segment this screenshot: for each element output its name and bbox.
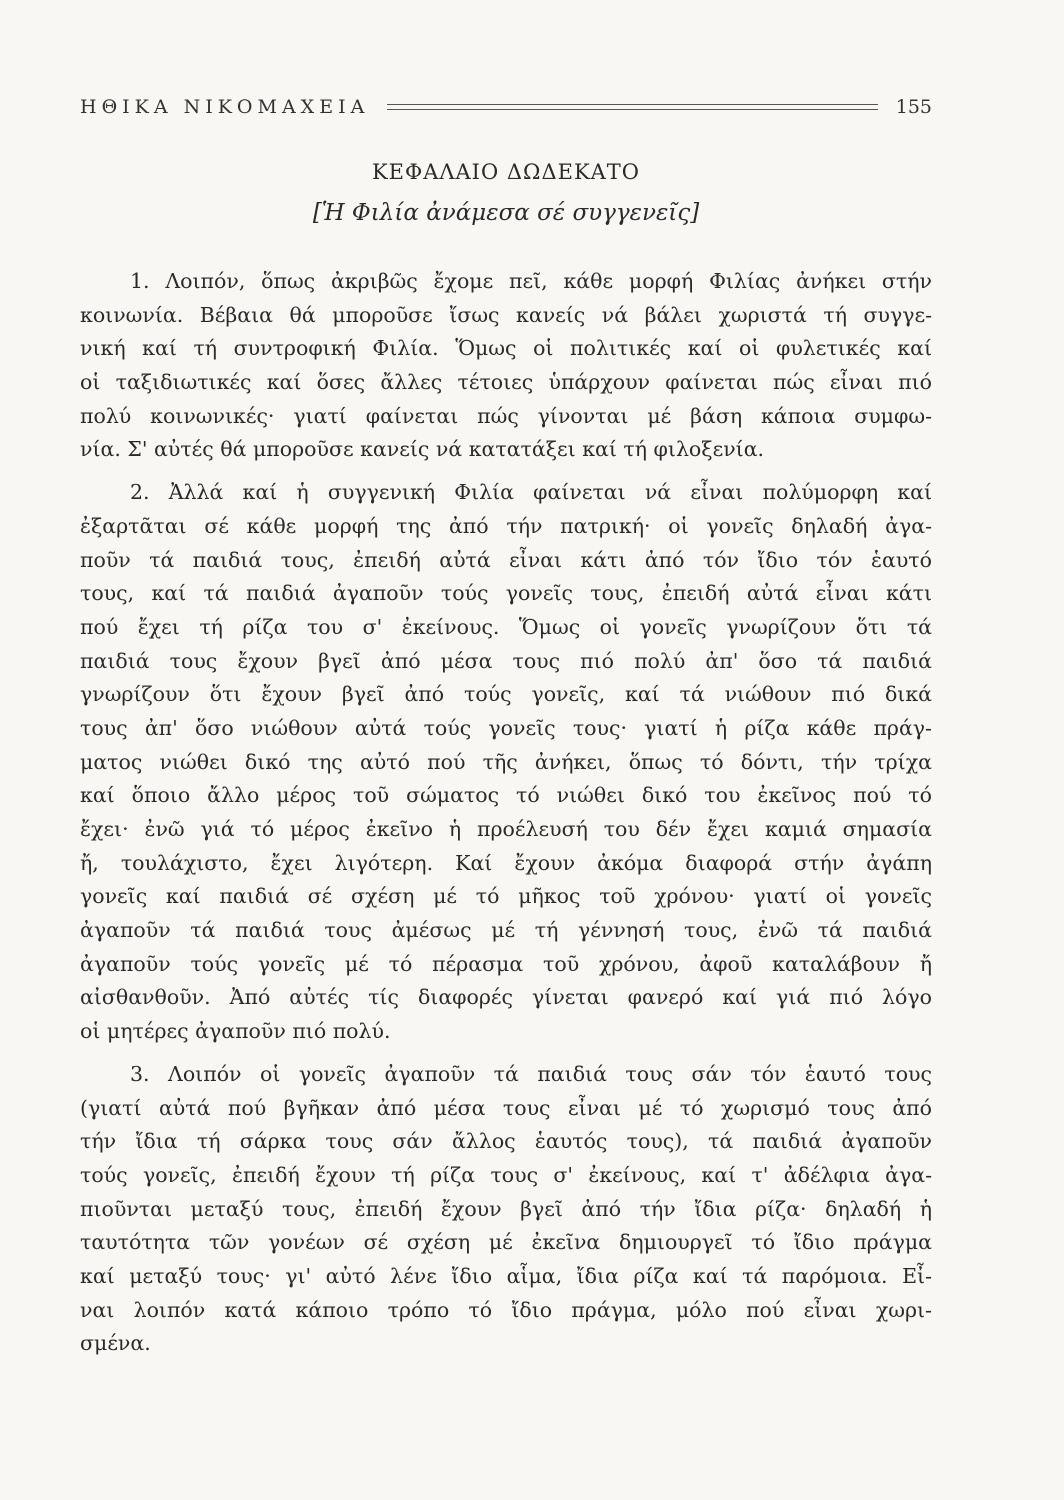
text-line: πού ἔχει τή ρίζα του σ' ἐκείνους. Ὅμως οἱ γονεῖς γνωρίζουν ὅτι τά <box>80 614 932 639</box>
text-line: ταυτότητα τῶν γονέων σέ σχέση μέ ἐκεῖνα δημιουργεῖ τό ἴδιο πράγμα <box>80 1230 932 1255</box>
page-number: 155 <box>895 96 932 118</box>
text-line: τήν ἴδια τή σάρκα τους σάν ἄλλος ἑαυτός τους), τά παιδιά ἀγαποῦν <box>80 1129 932 1154</box>
text-line: παιδιά τους ἔχουν βγεῖ ἀπό μέσα τους πιό πολύ ἀπ' ὅσο τά παιδιά <box>80 648 932 673</box>
paragraph-1 <box>80 265 932 467</box>
text-line: ἔχει· ἐνῶ γιά τό μέρος ἐκεῖνο ἡ προέλευσή του δέν ἔχει καμιά σημασία <box>80 817 932 841</box>
text-line: τούς γονεῖς, ἐπειδή ἔχουν τή ρίζα τους σ' ἐκείνους, καί τ' ἀδέλφια ἀγα- <box>80 1162 932 1187</box>
text-line: ἀγαποῦν τούς γονεῖς μέ τό πέρασμα τοῦ χρόνου, ἀφοῦ καταλάβουν ἤ <box>80 951 932 976</box>
text-line: ἐξαρτᾶται σέ κάθε μορφή της ἀπό τήν πατρική· οἱ γονεῖς δηλαδή ἀγα- <box>80 513 932 538</box>
text-line: γονεῖς καί παιδιά σέ σχέση μέ τό μῆκος τοῦ χρόνου· γιατί οἱ γονεῖς <box>80 884 932 909</box>
text-line: ναι λοιπόν κατά κάποιο τρόπο τό ἴδιο πράγμα, μόλο πού εἶναι χωρι- <box>80 1297 932 1322</box>
text-line: νική καί τή συντροφική Φιλία. Ὅμως οἱ πολιτικές καί οἱ φυλετικές καί <box>80 336 932 361</box>
text-line: 3. Λοιπόν οἱ γονεῖς ἀγαποῦν τά παιδιά τους σάν τόν ἑαυτό τους <box>130 1061 932 1086</box>
running-title: ΗΘΙΚΑ ΝΙΚΟΜΑΧΕΙΑ <box>80 96 370 118</box>
chapter-subtitle: [Ἡ Φιλία ἀνάμεσα σέ συγγενεῖς] <box>312 200 700 226</box>
text-line: κοινωνία. Βέβαια θά μποροῦσε ἴσως κανείς νά βάλει χωριστά τή συγγε- <box>80 302 932 327</box>
text-line: ποῦν τά παιδιά τους, ἐπειδή αὐτά εἶναι κάτι ἀπό τόν ἴδιο τόν ἑαυτό <box>80 547 932 572</box>
text-line: καί μεταξύ τους· γι' αὐτό λένε ἴδιο αἷμα, ἴδια ρίζα καί τά παρόμοια. Εἶ- <box>80 1263 932 1288</box>
text-line: οἱ μητέρες ἀγαποῦν πιό πολύ. <box>80 1019 391 1044</box>
text-line: οἱ ταξιδιωτικές καί ὅσες ἄλλες τέτοιες ὑπάρχουν φαίνεται πώς εἶναι πιό <box>80 370 932 395</box>
text-line: αἰσθανθοῦν. Ἀπό αὐτές τίς διαφορές γίνεται φανερό καί γιά πιό λόγο <box>80 985 932 1010</box>
paragraph-3 <box>80 1058 932 1361</box>
text-line: ἤ, τουλάχιστο, ἔχει λιγότερη. Καί ἔχουν ἀκόμα διαφορά στήν ἀγάπη <box>80 850 932 875</box>
book-page <box>80 0 932 1500</box>
text-line: νία. Σ' αὐτές θά μποροῦσε κανείς νά κατατάξει καί τή φιλοξενία. <box>80 437 765 462</box>
text-line: τους ἀπ' ὅσο νιώθουν αὐτά τούς γονεῖς τους· γιατί ἡ ρίζα κάθε πράγ- <box>80 715 932 740</box>
chapter-title: ΚΕΦΑΛΑΙΟ ΔΩΔΕΚΑΤΟ <box>371 160 641 184</box>
text-line: 1. Λοιπόν, ὅπως ἀκριβῶς ἔχομε πεῖ, κάθε μορφή Φιλίας ἀνήκει στήν <box>130 269 932 293</box>
text-line: 2. Ἀλλά καί ἡ συγγενική Φιλία φαίνεται νά εἶναι πολύμορφη καί <box>130 480 932 505</box>
text-line: καί ὅποιο ἄλλο μέρος τοῦ σώματος τό νιώθει δικό του ἐκεῖνος πού τό <box>80 783 932 808</box>
text-line: πιοῦνται μεταξύ τους, ἐπειδή ἔχουν βγεῖ ἀπό τήν ἴδια ρίζα· δηλαδή ἡ <box>80 1196 932 1221</box>
text-line: γνωρίζουν ὅτι ἔχουν βγεῖ ἀπό τούς γονεῖς, καί τά νιώθουν πιό δικά <box>80 682 932 707</box>
text-line: ἀγαποῦν τά παιδιά τους ἀμέσως μέ τή γέννησή τους, ἐνῶ τά παιδιά <box>80 918 932 943</box>
body-text <box>80 265 932 1361</box>
header-double-rule <box>387 104 877 110</box>
text-line: τους, καί τά παιδιά ἀγαποῦν τούς γονεῖς τους, ἐπειδή αὐτά εἶναι κάτι <box>80 581 932 606</box>
text-line: πολύ κοινωνικές· γιατί φαίνεται πώς γίνονται μέ βάση κάποια συμφω- <box>80 403 932 428</box>
paragraph-2 <box>80 476 932 1049</box>
running-header <box>80 92 932 122</box>
text-line: ματος νιώθει δικό της αὐτό πού τῆς ἀνήκει, ὅπως τό δόντι, τήν τρίχα <box>80 749 932 774</box>
text-line: (γιατί αὐτά πού βγῆκαν ἀπό μέσα τους εἶναι μέ τό χωρισμό τους ἀπό <box>80 1095 932 1120</box>
text-line: σμένα. <box>80 1331 151 1356</box>
